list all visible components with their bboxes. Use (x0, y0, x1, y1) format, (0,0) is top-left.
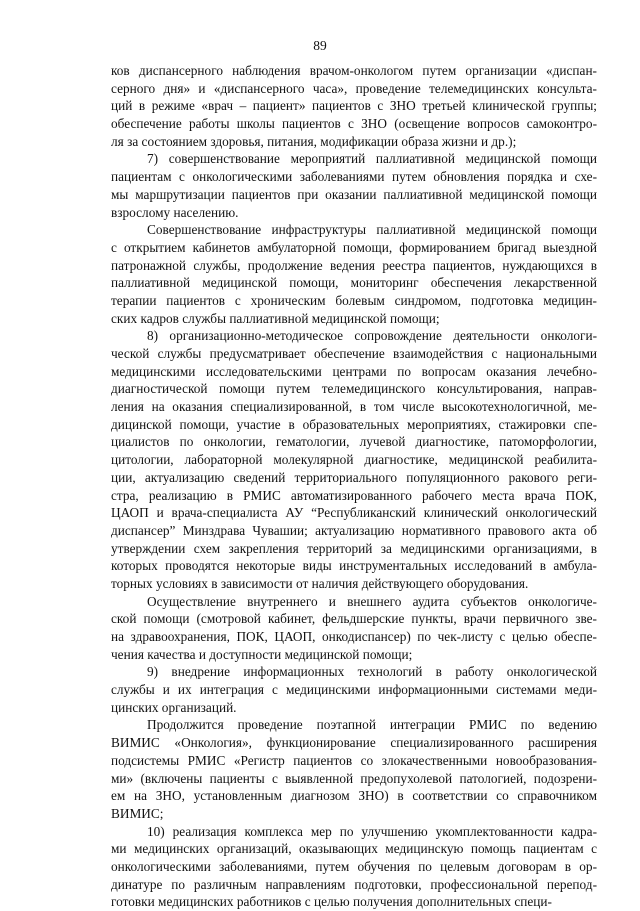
text-line: ля за состоянием здоровья, питания, модификации образа жизни и др.); (111, 133, 517, 149)
text-line: ления на оказания специализированной, в том числе высокотехнологичной, ме- (111, 399, 597, 415)
text-line: медицинскими исследовательскими центрами по вопросам оказания лечебно- (111, 363, 597, 379)
text-line: ций в режиме «врач – пациент» пациентов с ЗНО третьей клинической группы; (111, 98, 597, 114)
text-line: мы маршрутизации пациентов при оказании паллиативной медицинской помощи (111, 186, 597, 202)
text-line: Совершенствование инфраструктуры паллиативной медицинской помощи (147, 222, 597, 238)
text-line: готовки медицинских работников с целью получения дополнительных специ- (111, 894, 552, 910)
text-line: паллиативной медицинской помощи, мониторинг обеспечения лекарственной (111, 275, 597, 291)
paragraph (111, 150, 597, 221)
text-line: с открытием кабинетов амбулаторной помощи, формированием бригад выездной (111, 239, 597, 255)
text-line: ЦАОП и врача-специалиста АУ “Республиканский клинический онкологический (111, 505, 597, 521)
text-line: Осуществление внутреннего и внешнего аудита субъектов онкологиче- (147, 593, 597, 609)
text-line: онкологическими заболеваниями, путем обучения по целевым договорам в ор- (111, 858, 597, 874)
text-line: ской помощи (смотровой кабинет, фельдшерские пункты, врачи первичного зве- (111, 611, 597, 627)
text-line: ции, актуализацию сведений территориального популяционного ракового реги- (111, 469, 597, 485)
text-line: ВИМИС «Онкология», функционирование специализированного расширения (111, 735, 597, 751)
text-line: цитологии, лабораторной молекулярной диагностике, медицинской реабилита- (111, 452, 597, 468)
text-line: пациентам с онкологическими заболеваниями путем обновления порядка и схе- (111, 169, 597, 185)
text-line: 9) внедрение информационных технологий в работу онкологической (147, 664, 597, 680)
text-line: ческой службы предусматривает обеспечение взаимодействия с национальными (111, 346, 597, 361)
text-line: утверждении схем закрепления территорий за медицинскими организациями, в (111, 540, 597, 556)
paragraph (111, 593, 597, 664)
text-line: которых проводятся некоторые виды инструментальных исследований в амбула- (111, 558, 597, 574)
text-line: ем на ЗНО, установленным диагнозом ЗНО) в соответствии со справочником (111, 788, 597, 804)
text-line: диспансер” Минздрава Чувашии; актуализацию нормативного правового акта об (111, 522, 597, 538)
page-number: 89 (313, 38, 327, 53)
text-line: ми» (включены пациенты с выявленной предопухолевой патологией, подозрени- (111, 770, 597, 786)
text-line: торных условиях в зависимости от наличия действующего оборудования. (111, 575, 529, 591)
text-line: на здравоохранения, ПОК, ЦАОП, онкодиспансер) по чек-листу с целью обеспе- (111, 629, 597, 644)
text-line: 10) реализация комплекса мер по улучшению укомплектованности кадра- (147, 823, 597, 839)
text-line: цинских организаций. (111, 699, 237, 715)
body-text (111, 62, 597, 911)
text-line: терапии пациентов с хроническим болевым синдромом, подготовка медицин- (111, 292, 597, 308)
text-line: подсистемы РМИС «Регистр пациентов со злокачественными новообразования- (111, 752, 597, 768)
text-line: стра, реализацию в РМИС автоматизированного рабочего места врача ПОК, (111, 487, 597, 503)
paragraph (111, 716, 597, 822)
text-line: дицинской помощи, участие в образовательных мероприятиях, стажировки спе- (111, 416, 597, 432)
text-line: обеспечение работы школы пациентов с ЗНО (освещение вопросов самоконтро- (111, 116, 597, 132)
text-line: динатуре по различным направлениям подготовки, профессиональной перепод- (111, 876, 597, 892)
text-line: серного дня» и «диспансерного часа», проведение телемедицинских консульта- (111, 80, 597, 96)
text-line: диагностической помощи путем телемедицинского консультирования, направ- (111, 381, 597, 397)
text-line: ков диспансерного наблюдения врачом-онкологом путем организации «диспан- (111, 63, 597, 78)
text-line: ми медицинских организаций, оказывающих медицинскую помощь пациентам с (111, 841, 597, 857)
text-line: чения качества и доступности медицинской помощи; (111, 646, 413, 662)
text-line: ВИМИС; (111, 805, 164, 821)
paragraph (111, 221, 597, 327)
text-line: ских кадров службы паллиативной медицинской помощи; (111, 310, 440, 326)
text-line: 8) организационно-методическое сопровождение деятельности онкологи- (147, 328, 597, 344)
text-line: службы и их интеграция с медицинскими информационными системами меди- (111, 682, 597, 698)
paragraph (111, 327, 597, 592)
paragraph (111, 823, 597, 911)
paragraph (111, 663, 597, 716)
text-line: взрослому населению. (111, 204, 239, 220)
text-line: патронажной службы, продолжение ведения реестра пациентов, нуждающихся в (111, 257, 597, 273)
text-line: 7) совершенствование мероприятий паллиативной медицинской помощи (147, 151, 597, 167)
text-line: циалистов по онкологии, гематологии, лучевой диагностике, патоморфологии, (111, 434, 597, 450)
text-line: Продолжится проведение поэтапной интеграции РМИС по ведению (147, 717, 597, 733)
paragraph (111, 62, 597, 150)
